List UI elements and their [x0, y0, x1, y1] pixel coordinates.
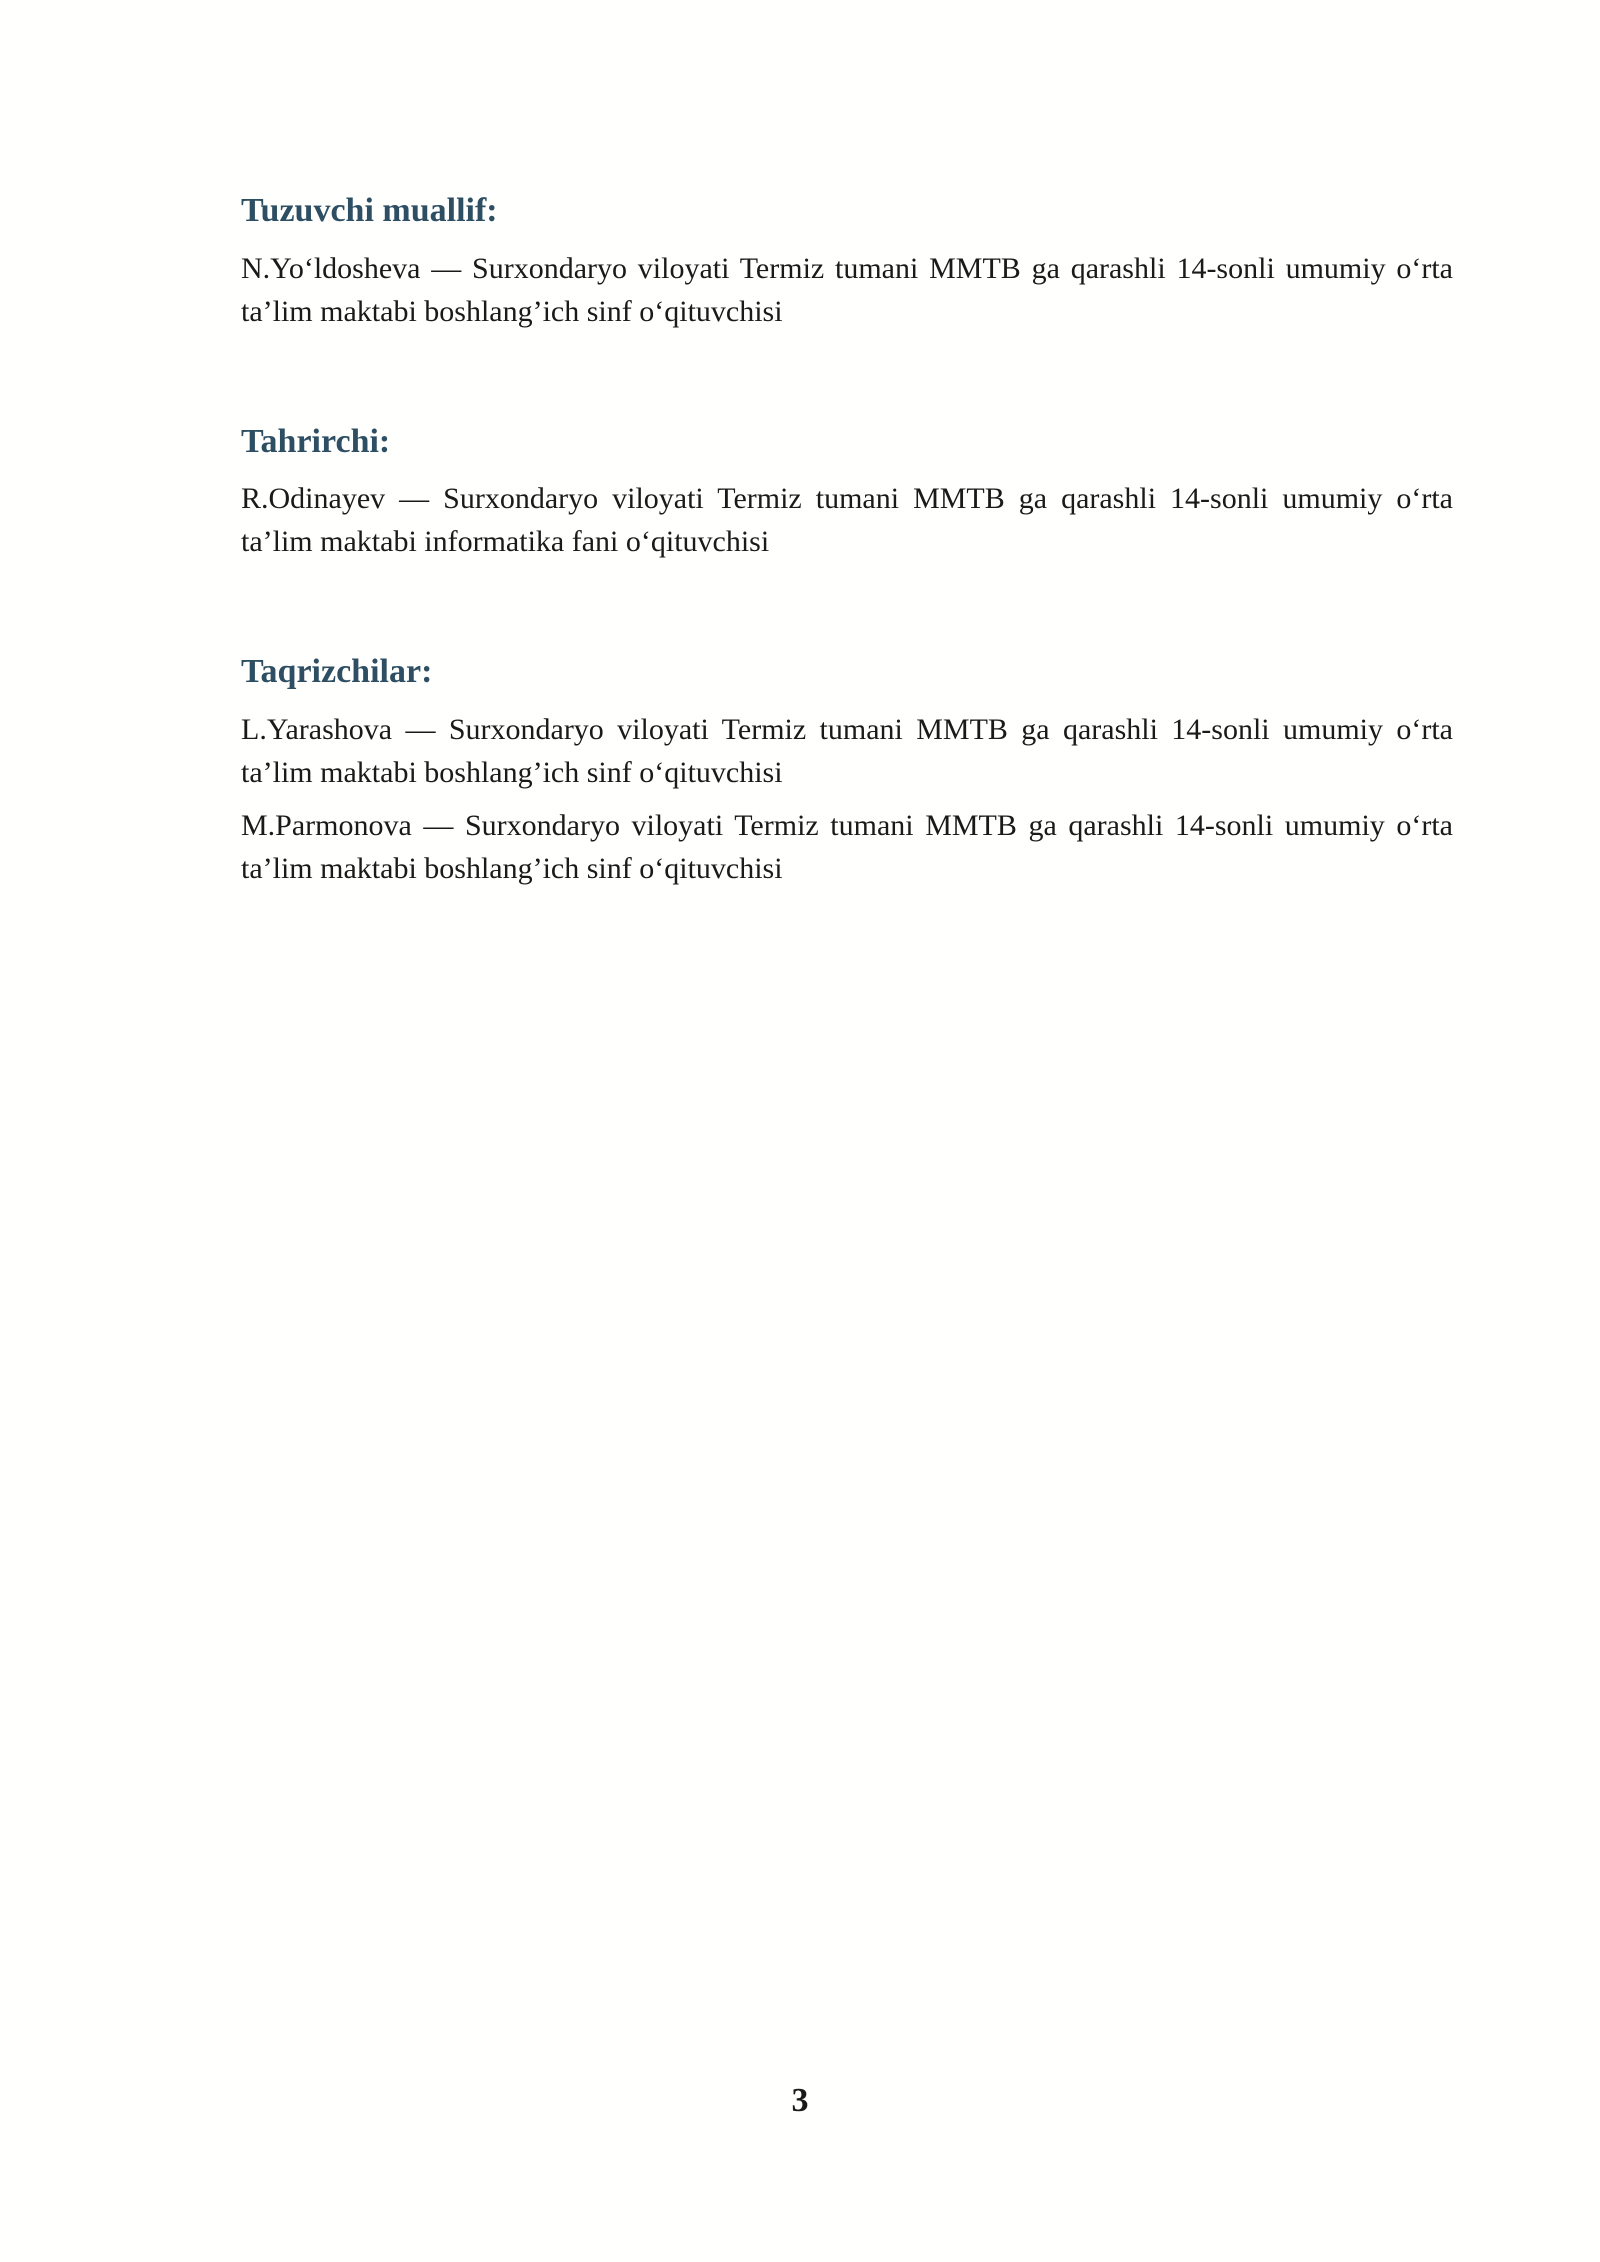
- page-number: 3: [791, 2082, 809, 2119]
- reviewer-entry-2: M.Parmonova — Surxondaryo viloyati Termiz tumani MMTB ga qarashli 14-sonli umumiy o‘rta ta’lim maktabi boshlang’ich sinf o‘qituvchisi: [241, 808, 1453, 885]
- author-entry: N.Yo‘ldosheva — Surxondaryo viloyati Termiz tumani MMTB ga qarashli 14-sonli umumiy o‘rta ta’lim maktabi boshlang’ich sinf o‘qituvchisi: [241, 251, 1453, 328]
- page-content: [241, 190, 1453, 978]
- section-author: [241, 190, 1453, 333]
- editor-entry: R.Odinayev — Surxondaryo viloyati Termiz tumani MMTB ga qarashli 14-sonli umumiy o‘rta ta’lim maktabi informatika fani o‘qituvchisi: [241, 482, 1453, 558]
- section-editor: [241, 421, 1453, 564]
- section-reviewers: [241, 651, 1453, 890]
- section-heading-author: Tuzuvchi muallif:: [241, 192, 498, 229]
- reviewer-entry-1: L.Yarashova — Surxondaryo viloyati Termiz tumani MMTB ga qarashli 14-sonli umumiy o‘rta ta’lim maktabi boshlang’ich sinf o‘qituvchisi: [241, 712, 1453, 789]
- section-heading-reviewers: Taqrizchilar:: [241, 653, 433, 690]
- section-heading-editor: Tahrirchi:: [241, 422, 391, 460]
